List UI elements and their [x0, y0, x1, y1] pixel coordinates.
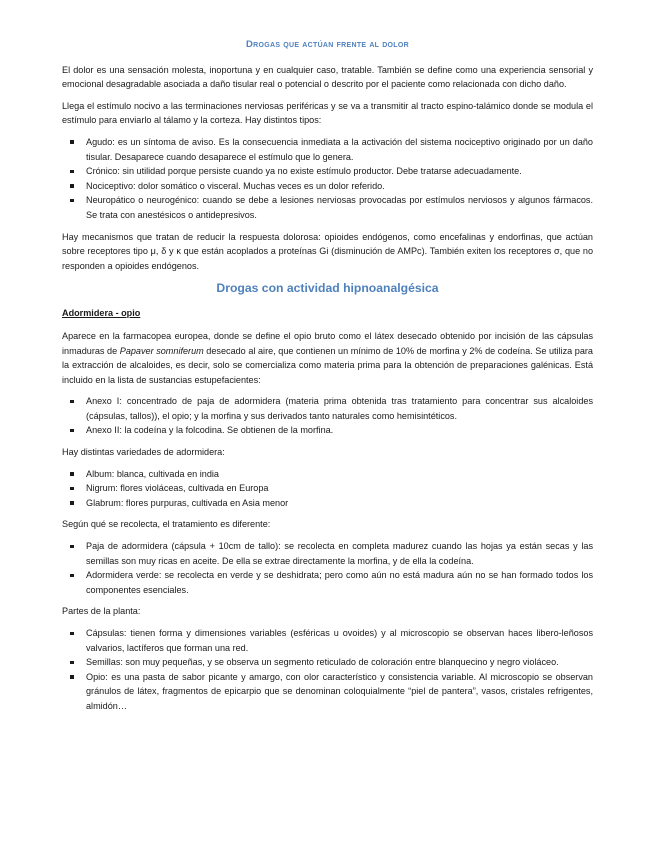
varieties-intro: Hay distintas variedades de adormidera:	[62, 447, 225, 458]
list-item: Neuropático o neurogénico: cuando se debe a lesiones nerviosas provocadas por estímulos nerviosos y algunos fármacos. Se trata con anestésicos o antidepresivos.	[62, 193, 593, 222]
intro-paragraph-1: El dolor es una sensación molesta, inoportuna y en cualquier caso, tratable. También se define como una experiencia sensorial y emocional desagradable asociada a daño tisular real o potencial o descrito por el paciente como relacionada con dicho daño.	[62, 64, 593, 90]
list-item: Album: blanca, cultivada en india	[62, 467, 593, 482]
list-item: Nigrum: flores violáceas, cultivada en Europa	[62, 481, 593, 496]
varieties-list	[62, 467, 593, 511]
opio-intro-paragraph	[62, 329, 593, 387]
list-item: Cápsulas: tienen forma y dimensiones variables (esféricas u ovoides) y al microscopio se observan haces libero-leñosos valvarios, lactíferos que forman una red.	[62, 626, 593, 655]
list-item: Anexo I: concentrado de paja de adormidera (materia prima obtenida tras tratamiento para concentrar sus alcaloides (cápsulas, tallos)), el opio; y la morfina y sus derivados tanto naturales como hemisintéticos.	[62, 394, 593, 423]
intro-paragraph-2: Llega el estímulo nocivo a las terminaciones nerviosas periféricas y se va a transmitir al tracto espino-talámico donde se modula el estímulo para enviarlo al tálamo y la corteza. Hay distintos tipos:	[62, 100, 593, 126]
list-item: Crónico: sin utilidad porque persiste cuando ya no existe estímulo productor. Debe tratarse adecuadamente.	[62, 164, 593, 179]
parts-intro: Partes de la planta:	[62, 606, 141, 617]
list-item: Agudo: es un síntoma de aviso. Es la consecuencia inmediata a la activación del sistema nociceptivo originado por un daño tisular. Desaparece cuando desaparece el estímulo que lo genera.	[62, 135, 593, 164]
subsection-heading: Adormidera - opio	[62, 308, 141, 319]
parts-list	[62, 626, 593, 714]
opio-intro-after: desecado al aire, que contienen un mínimo de 10% de morfina y 2% de codeína. Se utiliza para la extracción de alcaloides, es decir, solo se comercializa como materia prima para la obtención de preparaciones galénicas. Está incluido en la lista de sustancias estupefacientes:	[62, 345, 593, 385]
list-item: Opio: es una pasta de sabor picante y amargo, con olor característico y consistencia variable. Al microscopio se observan gránulos de látex, fragmentos de epicarpio que se denominan coloquialmente “piel de pantera”, vasos, cristales refrigentes, almidón…	[62, 670, 593, 714]
list-item: Nociceptivo: dolor somático o visceral. Muchas veces es un dolor referido.	[62, 179, 593, 194]
section-heading: Drogas con actividad hipnoanalgésica	[216, 281, 439, 296]
opio-intro-before: Aparece en la farmacopea europea, donde se define el opio bruto como el látex desecado obtenido por incisión de las cápsulas inmaduras de	[62, 330, 593, 356]
harvest-list	[62, 539, 593, 597]
list-item: Semillas: son muy pequeñas, y se observa un segmento reticulado de coloración entre blanquecino y negro violáceo.	[62, 655, 593, 670]
document-title: Drogas que actúan frente al dolor	[246, 39, 409, 50]
list-item: Anexo II: la codeína y la folcodina. Se obtienen de la morfina.	[62, 423, 593, 438]
list-item: Glabrum: flores purpuras, cultivada en Asia menor	[62, 496, 593, 511]
pain-types-list	[62, 135, 593, 223]
anexos-list	[62, 394, 593, 438]
species-name: Papaver somniferum	[119, 345, 204, 356]
mechanisms-paragraph: Hay mecanismos que tratan de reducir la respuesta dolorosa: opioides endógenos, como encefalinas y endorfinas, que actúan sobre receptores tipo μ, δ y κ que están acoplados a proteínas Gi (disminución de AMPc). También exiten los receptores σ, que no responden a opioides endógenos.	[62, 231, 593, 271]
list-item: Adormidera verde: se recolecta en verde y se deshidrata; pero como aún no está madura aún no se han formado todos los componentes esenciales.	[62, 568, 593, 597]
harvest-intro: Según qué se recolecta, el tratamiento es diferente:	[62, 519, 271, 530]
document-page	[62, 38, 593, 721]
list-item: Paja de adormidera (cápsula + 10cm de tallo): se recolecta en completa madurez cuando las hojas ya están secas y las semillas son muy ricas en aceite. De ella se extrae directamente la morfina, y de ella la codeína.	[62, 539, 593, 568]
